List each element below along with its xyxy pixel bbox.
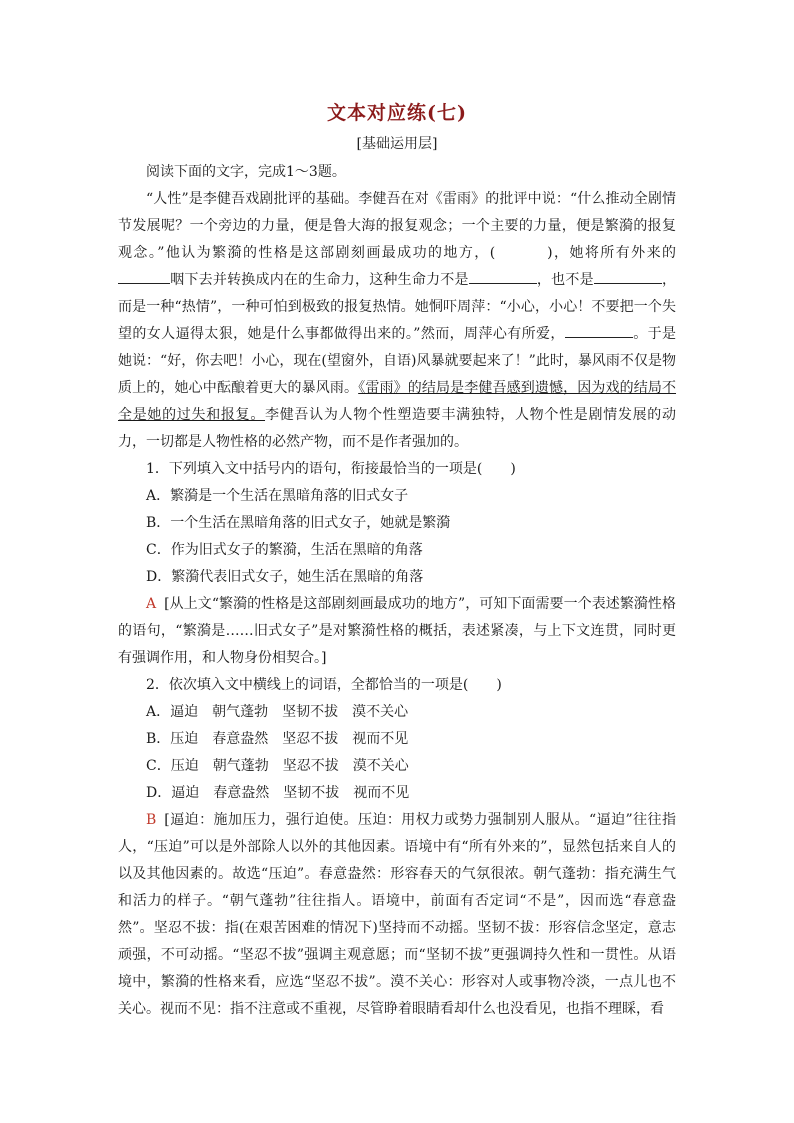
q1-answer-letter: A <box>146 596 157 612</box>
passage-text-3: 咽下去并转换成内在的生命力，这种生命力不是 <box>170 272 469 288</box>
q1-option-c: C．作为旧式女子的繁漪，生活在黑暗的角落 <box>146 542 423 558</box>
instruction: 阅读下面的文字，完成1～3题。 <box>146 164 346 180</box>
q2-option-c: C．压迫 朝气蓬勃 坚忍不拔 漠不关心 <box>146 758 409 774</box>
q1-explanation: [从上文“繁漪的性格是这部剧刻画最成功的地方”，可知下面需要一个表述繁漪性格的语句，“繁漪是……旧式女子”是对繁漪性格的概括，表述紧凑，与上下文连贯，同时更有强调作用，和人物身份相契合。] <box>118 596 676 666</box>
bracket-gap <box>495 243 547 257</box>
q2-answer-letter: B <box>146 812 157 828</box>
passage-text-1: “人性”是李健吾戏剧批评的基础。李健吾在对《雷雨》的批评中说：“什么推动全剧情节发展呢？一个旁边的力量，便是鲁大海的报复观念；一个主要的力量，便是繁漪的报复观念。”他认为繁漪的性格是这部剧刻画最成功的地方，( <box>118 191 676 261</box>
passage-text-4: ，也不是 <box>536 272 594 288</box>
q2-option-d: D．逼迫 春意盎然 坚韧不拔 视而不见 <box>146 785 410 801</box>
fill-blank-4 <box>565 323 633 338</box>
question-2-stem: 2．依次填入文中横线上的词语，全都恰当的一项是( ) <box>146 677 502 693</box>
passage-text-5: ，而是一种“热情”，一种可怕到极致的报复热情。她恫吓周萍：“小心，小心！不要把一个失望的女人逼得太狠，她是什么事都做得出来的。”然而，周萍心有所爱， <box>118 272 677 342</box>
q1-answer <box>118 591 676 672</box>
underlined-sentence: 《雷雨》的结局是李健吾感到遗憾，因为戏的结局不全是她的过失和报复。 <box>118 380 677 423</box>
q1-option-a: A．繁漪是一个生活在黑暗角落的旧式女子 <box>146 488 409 504</box>
document-body <box>118 159 676 1023</box>
q2-option-b: B．压迫 春意盎然 坚忍不拔 视而不见 <box>146 731 409 747</box>
section-label: [基础运用层] <box>356 136 438 152</box>
q2-explanation: [逼迫：施加压力，强行迫使。压迫：用权力或势力强制别人服从。“逼迫”往往指人，“压迫”可以是外部除人以外的其他因素。语境中有“所有外来的”，显然包括来自人的以及其他因素的。故选“压迫”。春意盎然：形容春天的气氛很浓。朝气蓬勃：指充满生气和活力的样子。“朝气蓬勃”往往指人。语境中，前面有否定词“不是”，因而选“春意盎然”。坚忍不拔：指(在艰苦困难的情况下)坚持而不动摇。坚韧不拔：形容信念坚定，意志顽强，不可动摇。“坚忍不拔”强调主观意愿；而“坚韧不拔”更强调持久性和一贯性。从语境中，繁漪的性格来看，应选“坚忍不拔”。漠不关心：形容对人或事物冷淡，一点儿也不关心。视而不见：指不注意或不重视，尽管睁着眼睛看却什么也没看见，也指不理睬，看 <box>118 812 676 1017</box>
q2-answer <box>118 807 676 1023</box>
passage-text-7: 李健吾认为人物个性塑造要丰满独特，人物个性是剧情发展的动力，一切都是人物性格的必然产物，而不是作者强加的。 <box>118 407 677 450</box>
passage-text-2: )，她将所有外来的 <box>547 245 676 261</box>
question-1-stem: 1．下列填入文中括号内的语句，衔接最恰当的一项是( ) <box>146 461 516 477</box>
fill-blank-3 <box>594 269 662 284</box>
q1-option-d: D．繁漪代表旧式女子，她生活在黑暗的角落 <box>146 569 424 585</box>
fill-blank-2 <box>469 269 537 284</box>
reading-passage <box>118 186 676 456</box>
q2-option-a: A．逼迫 朝气蓬勃 坚韧不拔 漠不关心 <box>146 704 409 720</box>
passage-text-6: 。于是她说：“好，你去吧！小心，现在(望窗外，自语)风暴就要起来了！”此时，暴风雨不仅是物质上的，她心中酝酿着更大的暴风雨。 <box>118 326 676 396</box>
fill-blank-1 <box>118 269 170 284</box>
document-title: 文本对应练(七) <box>327 102 467 124</box>
q1-option-b: B．一个生活在黑暗角落的旧式女子，她就是繁漪 <box>146 515 451 531</box>
